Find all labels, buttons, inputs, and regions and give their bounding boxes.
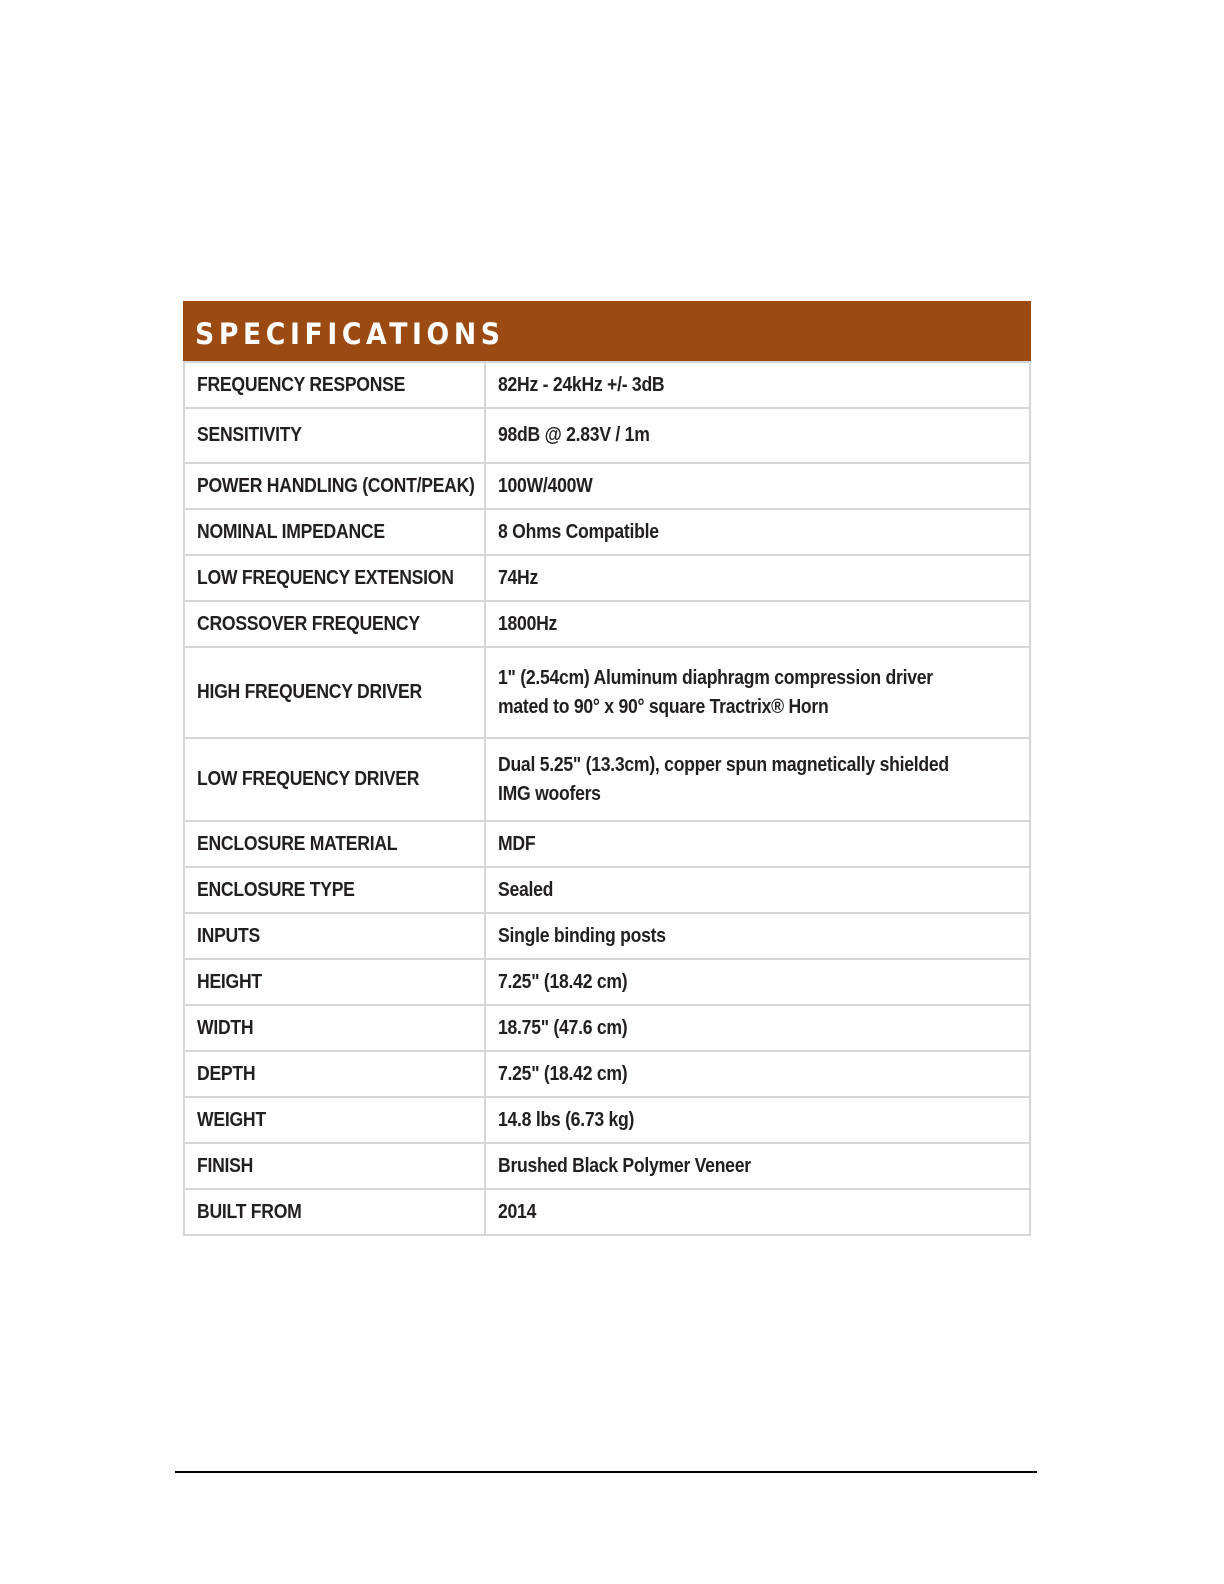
spec-label: LOW FREQUENCY DRIVER [197, 768, 420, 790]
table-row [184, 555, 1030, 601]
spec-label: HEIGHT [197, 970, 262, 993]
table-row [184, 738, 1030, 821]
table-row [184, 647, 1030, 738]
spec-label: WEIGHT [197, 1108, 266, 1131]
spec-label-cell [184, 463, 485, 509]
spec-value-cell [485, 1051, 1030, 1097]
spec-value-cell [485, 738, 1030, 821]
spec-label: INPUTS [197, 924, 260, 947]
spec-value-cell [485, 821, 1030, 867]
table-row [184, 1143, 1030, 1189]
table-row [184, 821, 1030, 867]
spec-value: 7.25" (18.42 cm) [498, 1062, 628, 1085]
spec-label-cell [184, 913, 485, 959]
spec-label: HIGH FREQUENCY DRIVER [197, 681, 422, 703]
spec-label-cell [184, 959, 485, 1005]
spec-label: BUILT FROM [197, 1200, 302, 1223]
spec-label-cell [184, 555, 485, 601]
table-row [184, 1051, 1030, 1097]
spec-label: WIDTH [197, 1016, 254, 1039]
spec-value-cell [485, 601, 1030, 647]
spec-value-cell [485, 913, 1030, 959]
footer-divider [175, 1471, 1037, 1473]
spec-label: SENSITIVITY [197, 424, 302, 446]
spec-value: 98dB @ 2.83V / 1m [498, 424, 650, 446]
spec-label-cell [184, 1051, 485, 1097]
table-row [184, 509, 1030, 555]
table-row [184, 913, 1030, 959]
spec-value-line: Dual 5.25" (13.3cm), copper spun magnetically shielded [498, 753, 949, 776]
spec-label-cell [184, 601, 485, 647]
table-row [184, 867, 1030, 913]
spec-value: Sealed [498, 878, 554, 901]
spec-label: ENCLOSURE TYPE [197, 878, 355, 901]
spec-label-cell [184, 867, 485, 913]
spec-label-cell [184, 1189, 485, 1235]
spec-value-cell [485, 509, 1030, 555]
spec-value-cell [485, 362, 1030, 408]
spec-label-cell [184, 647, 485, 738]
spec-value-cell [485, 1143, 1030, 1189]
specifications-title: SPECIFICATIONS [195, 317, 505, 351]
table-row [184, 1097, 1030, 1143]
spec-value-cell [485, 1097, 1030, 1143]
spec-value: 18.75" (47.6 cm) [498, 1016, 628, 1039]
specifications-header [183, 301, 1031, 361]
spec-label-cell [184, 1005, 485, 1051]
spec-value-line: IMG woofers [498, 782, 601, 805]
spec-label: CROSSOVER FREQUENCY [197, 612, 420, 635]
table-row [184, 362, 1030, 408]
spec-label: FINISH [197, 1154, 254, 1177]
spec-label: DEPTH [197, 1062, 256, 1085]
spec-value-cell [485, 408, 1030, 463]
table-row [184, 463, 1030, 509]
spec-value-cell [485, 463, 1030, 509]
table-row [184, 1005, 1030, 1051]
spec-value-cell [485, 555, 1030, 601]
spec-value: Brushed Black Polymer Veneer [498, 1154, 751, 1177]
spec-label-cell [184, 1097, 485, 1143]
spec-label-cell [184, 1143, 485, 1189]
table-row [184, 601, 1030, 647]
spec-value: 8 Ohms Compatible [498, 520, 659, 543]
spec-value: 2014 [498, 1200, 537, 1223]
specifications-table [183, 301, 1031, 1236]
spec-label-cell [184, 408, 485, 463]
spec-table-body [183, 361, 1031, 1236]
spec-value: 14.8 lbs (6.73 kg) [498, 1108, 635, 1131]
spec-value: MDF [498, 832, 536, 855]
spec-label-cell [184, 738, 485, 821]
spec-value-cell [485, 1189, 1030, 1235]
spec-label: ENCLOSURE MATERIAL [197, 832, 398, 855]
spec-label: LOW FREQUENCY EXTENSION [197, 566, 454, 589]
table-row [184, 1189, 1030, 1235]
spec-value: 1800Hz [498, 612, 558, 635]
spec-value: Single binding posts [498, 924, 666, 947]
spec-value-cell [485, 959, 1030, 1005]
spec-label-cell [184, 362, 485, 408]
spec-label-cell [184, 821, 485, 867]
table-row [184, 408, 1030, 463]
spec-value-cell [485, 867, 1030, 913]
spec-value: 74Hz [498, 566, 539, 589]
spec-value-cell [485, 1005, 1030, 1051]
spec-value-line: 1" (2.54cm) Aluminum diaphragm compression driver [498, 666, 933, 689]
spec-label: NOMINAL IMPEDANCE [197, 520, 385, 543]
spec-label: FREQUENCY RESPONSE [197, 373, 406, 396]
spec-value-cell [485, 647, 1030, 738]
spec-value: 100W/400W [498, 474, 593, 497]
spec-value: 82Hz - 24kHz +/- 3dB [498, 373, 665, 396]
table-row [184, 959, 1030, 1005]
spec-value: 7.25" (18.42 cm) [498, 970, 628, 993]
spec-label-cell [184, 509, 485, 555]
spec-label: POWER HANDLING (CONT/PEAK) [197, 474, 475, 497]
spec-value-line: mated to 90° x 90° square Tractrix® Horn [498, 695, 829, 718]
